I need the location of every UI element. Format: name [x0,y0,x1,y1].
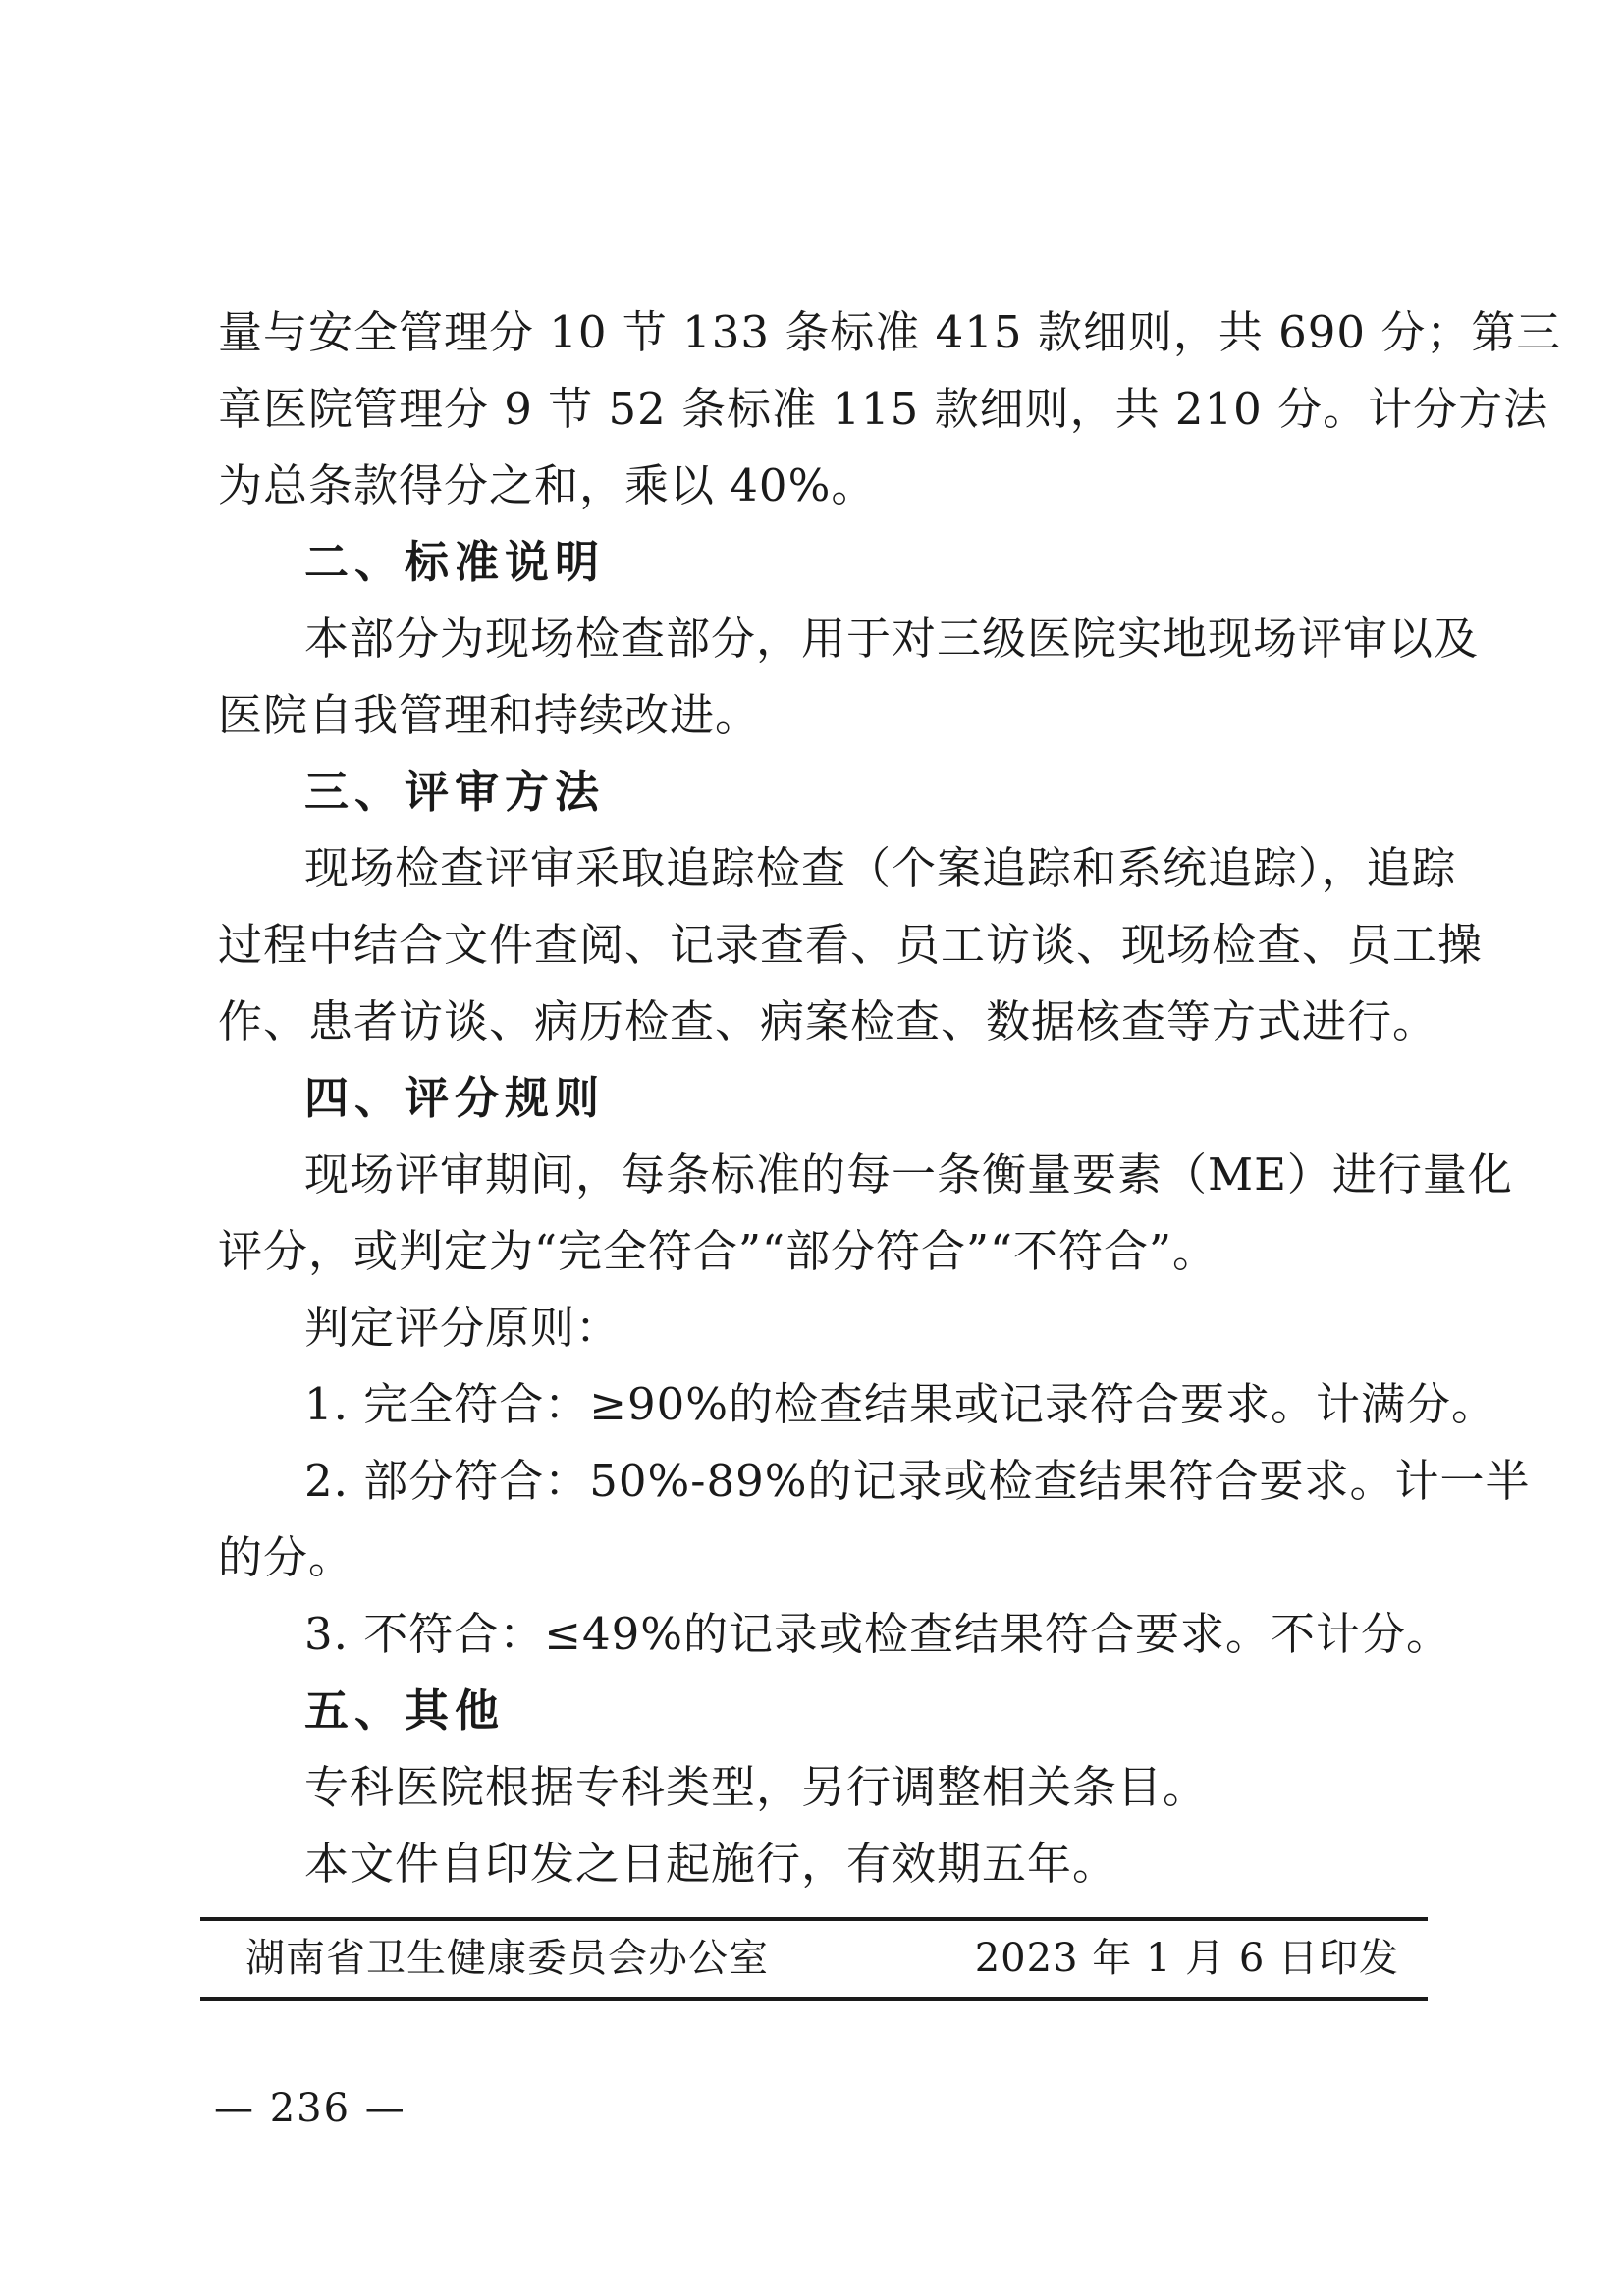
section-heading-standard-description: 二、标准说明 [304,536,606,588]
body-line-8: 现场检查评审采取追踪检查（个案追踪和系统追踪），追踪 [304,842,1457,894]
body-line-2: 章医院管理分 9 节 52 条标准 115 款细则，共 210 分。计分方法 [218,383,1549,435]
body-line-5: 本部分为现场检查部分，用于对三级医院实地现场评审以及 [304,613,1480,665]
body-line-16: 2. 部分符合：50%-89%的记录或检查结果符合要求。计一半 [304,1455,1531,1507]
page-number: — 236 — [214,2086,406,2131]
body-line-17: 的分。 [218,1531,354,1583]
body-line-1: 量与安全管理分 10 节 133 条标准 415 款细则，共 690 分；第三 [218,306,1562,358]
section-heading-scoring-rules: 四、评分规则 [304,1072,606,1124]
body-line-10: 作、患者访谈、病历检查、病案检查、数据核查等方式进行。 [218,995,1438,1047]
body-line-9: 过程中结合文件查阅、记录查看、员工访谈、现场检查、员工操 [218,919,1484,971]
body-line-20: 专科医院根据专科类型，另行调整相关条目。 [304,1761,1209,1813]
issue-date: 2023 年 1 月 6 日印发 [974,1936,1399,1981]
body-line-12: 现场评审期间，每条标准的每一条衡量要素（ME）进行量化 [304,1148,1513,1201]
footer-bottom-rule [200,1997,1428,2001]
section-heading-review-method: 三、评审方法 [304,766,606,818]
document-body [218,294,1562,1902]
body-line-14: 判定评分原则： [304,1302,622,1354]
body-line-3: 为总条款得分之和，乘以 40%。 [218,459,877,511]
section-heading-other: 五、其他 [304,1684,506,1736]
issuer-name: 湖南省卫生健康委员会办公室 [245,1936,769,1981]
body-line-13: 评分，或判定为“完全符合”“部分符合”“不符合”。 [218,1225,1218,1277]
body-line-6: 医院自我管理和持续改进。 [218,689,761,741]
footer-top-rule [200,1917,1428,1921]
body-line-18: 3. 不符合：≤49%的记录或检查结果符合要求。不计分。 [304,1608,1451,1660]
issuance-footer [245,1926,1399,1991]
body-line-15: 1. 完全符合：≥90%的检查结果或记录符合要求。计满分。 [304,1378,1496,1430]
body-line-21: 本文件自印发之日起施行，有效期五年。 [304,1838,1118,1890]
